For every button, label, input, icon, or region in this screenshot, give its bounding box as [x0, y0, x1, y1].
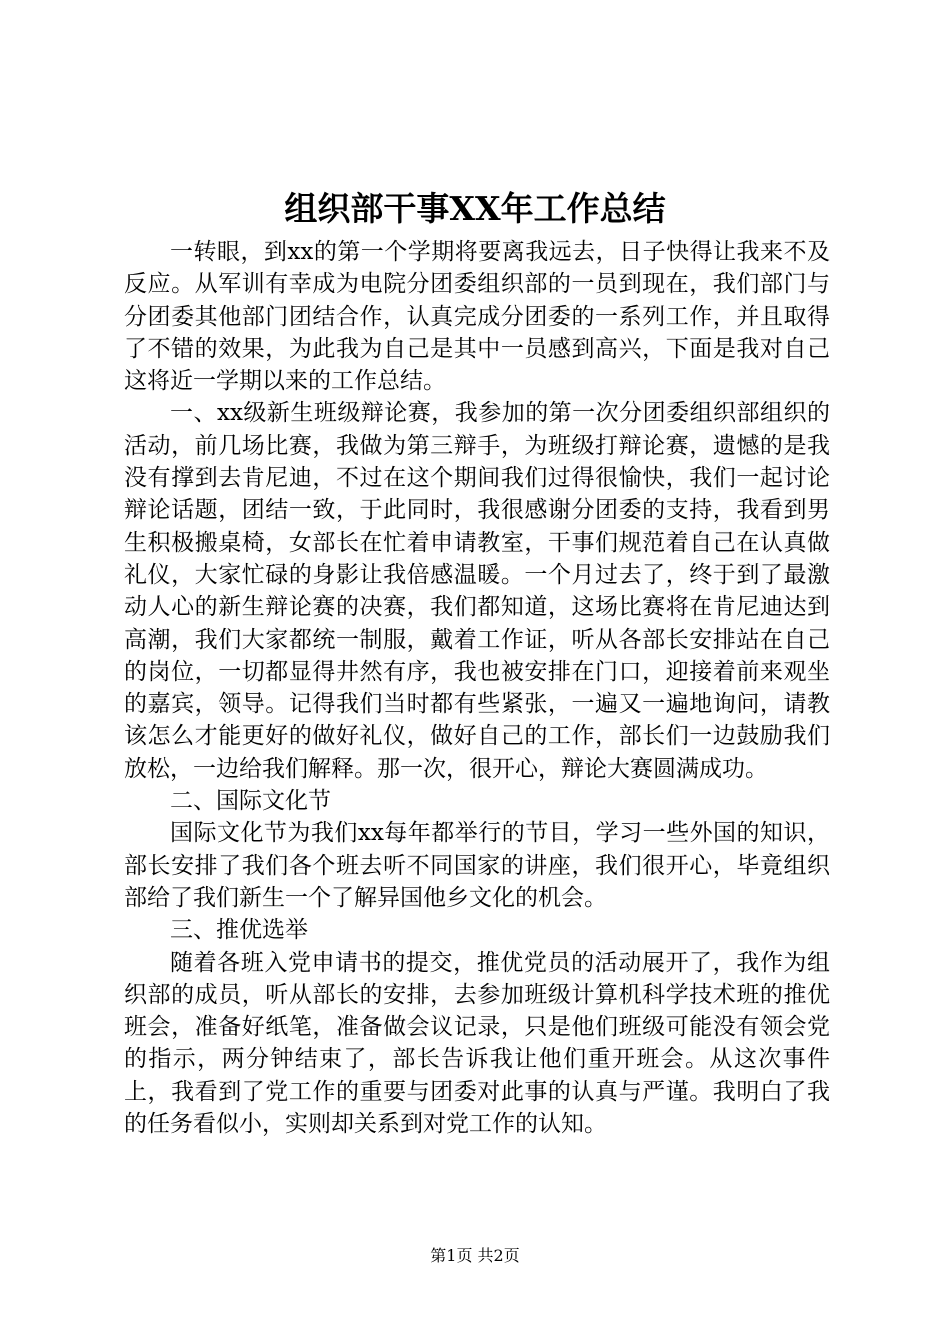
document-body: [124, 236, 830, 1140]
section-heading-election: 三、推优选举: [170, 917, 308, 944]
document-title: 组织部干事XX年工作总结: [284, 189, 666, 228]
paragraph-intro: 一转眼，到xx的第一个学期将要离我远去，日子快得让我来不及反应。从军训有幸成为电院分团委组织部的一员到现在，我们部门与分团委其他部门团结合作，认真完成分团委的一系列工作，并且取得了不错的效果，为此我为自己是其中一员感到高兴，下面是我对自己这将近一学期以来的工作总结。: [124, 239, 830, 395]
paragraph-debate: 一、xx级新生班级辩论赛，我参加的第一次分团委组织部组织的活动，前几场比赛，我做为第三辩手，为班级打辩论赛，遗憾的是我没有撑到去肯尼迪，不过在这个期间我们过得很愉快，我们一起讨论辩论话题，团结一致，于此同时，我很感谢分团委的支持，我看到男生积极搬桌椅，女部长在忙着申请教室，干事们规范着自己在认真做礼仪，大家忙碌的身影让我倍感温暖。一个月过去了，终于到了最激动人心的新生辩论赛的决赛，我们都知道，这场比赛将在肯尼迪达到高潮，我们大家都统一制服，戴着工作证，听从各部长安排站在自己的岗位，一切都显得井然有序，我也被安排在门口，迎接着前来观坐的嘉宾，领导。记得我们当时都有些紧张，一遍又一遍地询问，请教该怎么才能更好的做好礼仪，做好自己的工作，部长们一边鼓励我们放松，一边给我们解释。那一次，很开心，辩论大赛圆满成功。: [124, 400, 830, 782]
paragraph-election: 随着各班入党申请书的提交，推优党员的活动展开了，我作为组织部的成员，听从部长的安排，去参加班级计算机科学技术班的推优班会，准备好纸笔，准备做会议记录，只是他们班级可能没有领会党的指示，两分钟结束了，部长告诉我让他们重开班会。从这次事件上，我看到了党工作的重要与团委对此事的认真与严谨。我明白了我的任务看似小，实则却关系到对党工作的认知。: [124, 949, 830, 1138]
paragraph-culture-festival: 国际文化节为我们xx每年都举行的节目，学习一些外国的知识，部长安排了我们各个班去听不同国家的讲座，我们很开心，毕竟组织部给了我们新生一个了解异国他乡文化的机会。: [124, 820, 830, 911]
section-heading-culture-festival: 二、国际文化节: [170, 788, 331, 815]
page-footer: 第1页 共2页: [430, 1246, 520, 1265]
